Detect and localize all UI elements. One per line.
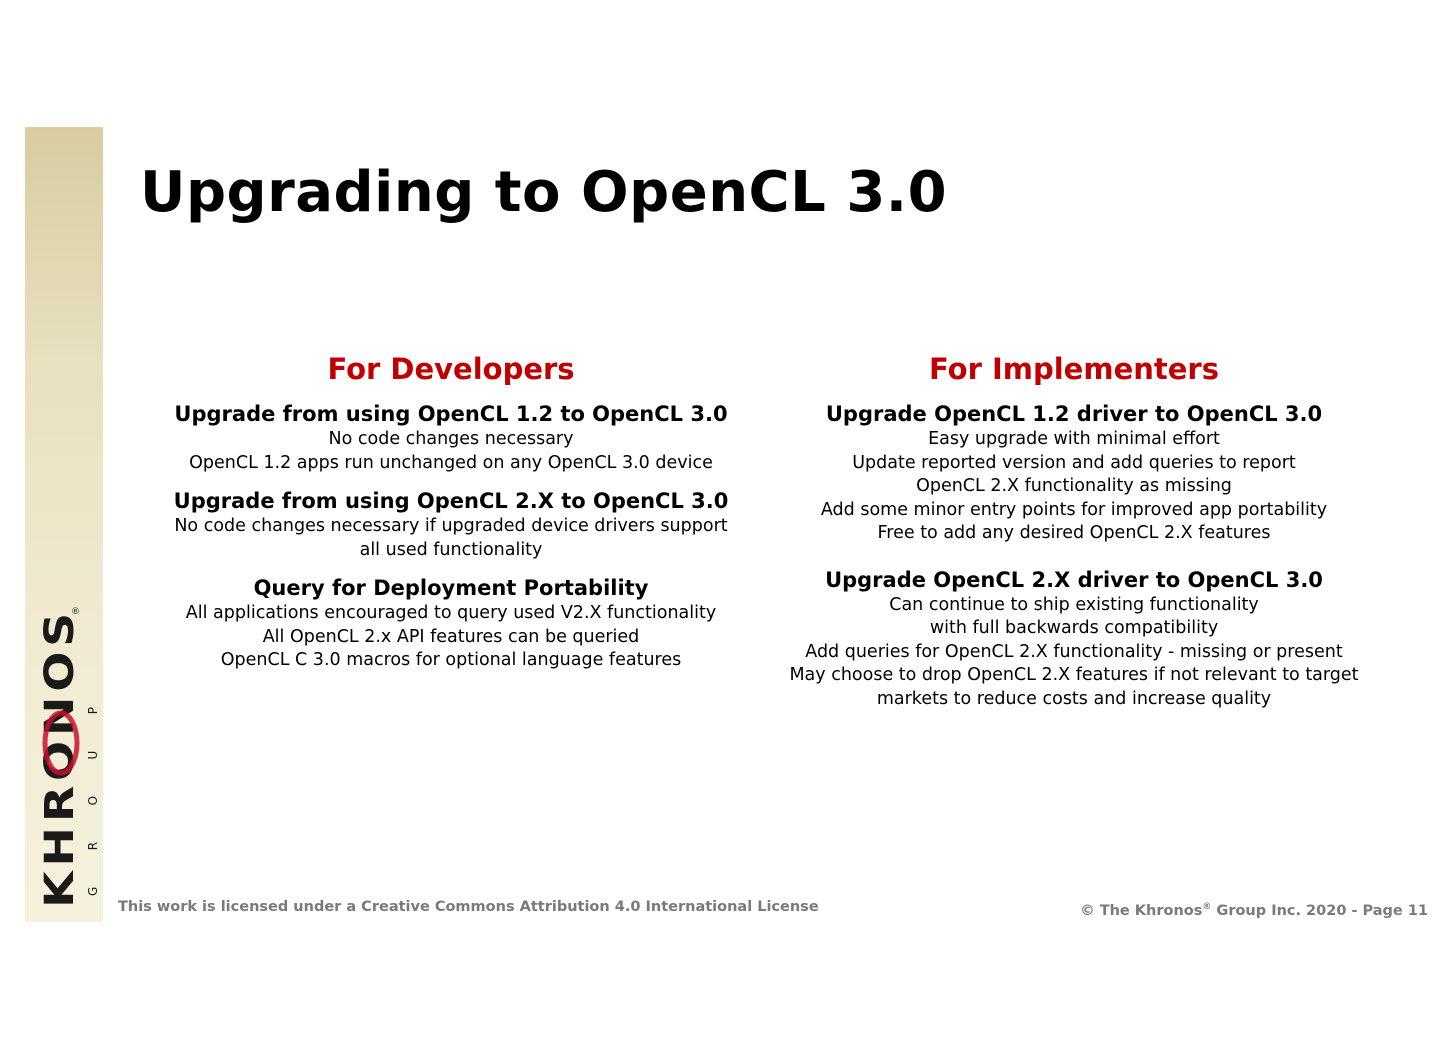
slide-title: Upgrading to OpenCL 3.0	[140, 160, 948, 225]
developers-heading: For Developers	[327, 352, 575, 386]
copyright-prefix: © The Khronos	[1080, 902, 1203, 919]
section-line: All applications encouraged to query used V2.X functionality	[185, 603, 717, 623]
section-line: OpenCL 2.X functionality as missing	[916, 476, 1232, 496]
section-line: OpenCL C 3.0 macros for optional language features	[220, 650, 682, 670]
dev-section-upgrade-12	[160, 400, 742, 475]
implementers-heading: For Implementers	[929, 352, 1219, 386]
section-line: Add some minor entry points for improved app portability	[820, 499, 1328, 520]
copyright-text	[1080, 902, 1428, 919]
dev-section-upgrade-2x	[160, 487, 742, 562]
section-line: Add queries for OpenCL 2.X functionality - missing or present	[805, 641, 1343, 662]
logo-letters-khr: KHRONOS	[37, 654, 83, 908]
section-title: Upgrade from using OpenCL 2.X to OpenCL 3.0	[173, 489, 729, 513]
registered-mark: ®	[1202, 902, 1212, 912]
section-title: Query for Deployment Portability	[253, 576, 649, 600]
license-text: This work is licensed under a Creative Commons Attribution 4.0 International License	[118, 899, 819, 915]
section-title: Upgrade OpenCL 2.X driver to OpenCL 3.0	[825, 567, 1323, 592]
section-line: Free to add any desired OpenCL 2.X features	[877, 523, 1271, 543]
section-title: Upgrade OpenCL 1.2 driver to OpenCL 3.0	[825, 402, 1323, 426]
section-line: All OpenCL 2.x API features can be queried	[262, 626, 640, 647]
section-line: markets to reduce costs and increase quality	[876, 688, 1272, 709]
section-line: OpenCL 1.2 apps run unchanged on any OpenCL 3.0 device	[189, 452, 713, 473]
section-line: No code changes necessary if upgraded device drivers support	[174, 516, 728, 536]
section-line: all used functionality	[359, 539, 543, 560]
khronos-logo	[25, 600, 103, 910]
impl-section-driver-12	[780, 400, 1368, 546]
developers-column	[160, 350, 742, 685]
section-title: Upgrade from using OpenCL 1.2 to OpenCL 3.0	[174, 402, 728, 426]
logo-registered-mark: ®	[71, 607, 80, 617]
implementers-column	[780, 350, 1368, 723]
section-line: No code changes necessary	[328, 429, 574, 449]
logo-subtitle: GROUP	[86, 691, 100, 896]
impl-section-driver-2x	[780, 566, 1368, 712]
section-line: May choose to drop OpenCL 2.X features if not relevant to target	[789, 665, 1359, 685]
section-line: Update reported version and add queries to report	[852, 452, 1296, 473]
dev-section-query	[160, 574, 742, 673]
copyright-suffix: Group Inc. 2020 - Page 11	[1211, 902, 1428, 919]
section-line: Easy upgrade with minimal effort	[928, 429, 1220, 449]
section-line: Can continue to ship existing functionality	[889, 594, 1259, 615]
section-line: with full backwards compatibility	[929, 618, 1219, 638]
